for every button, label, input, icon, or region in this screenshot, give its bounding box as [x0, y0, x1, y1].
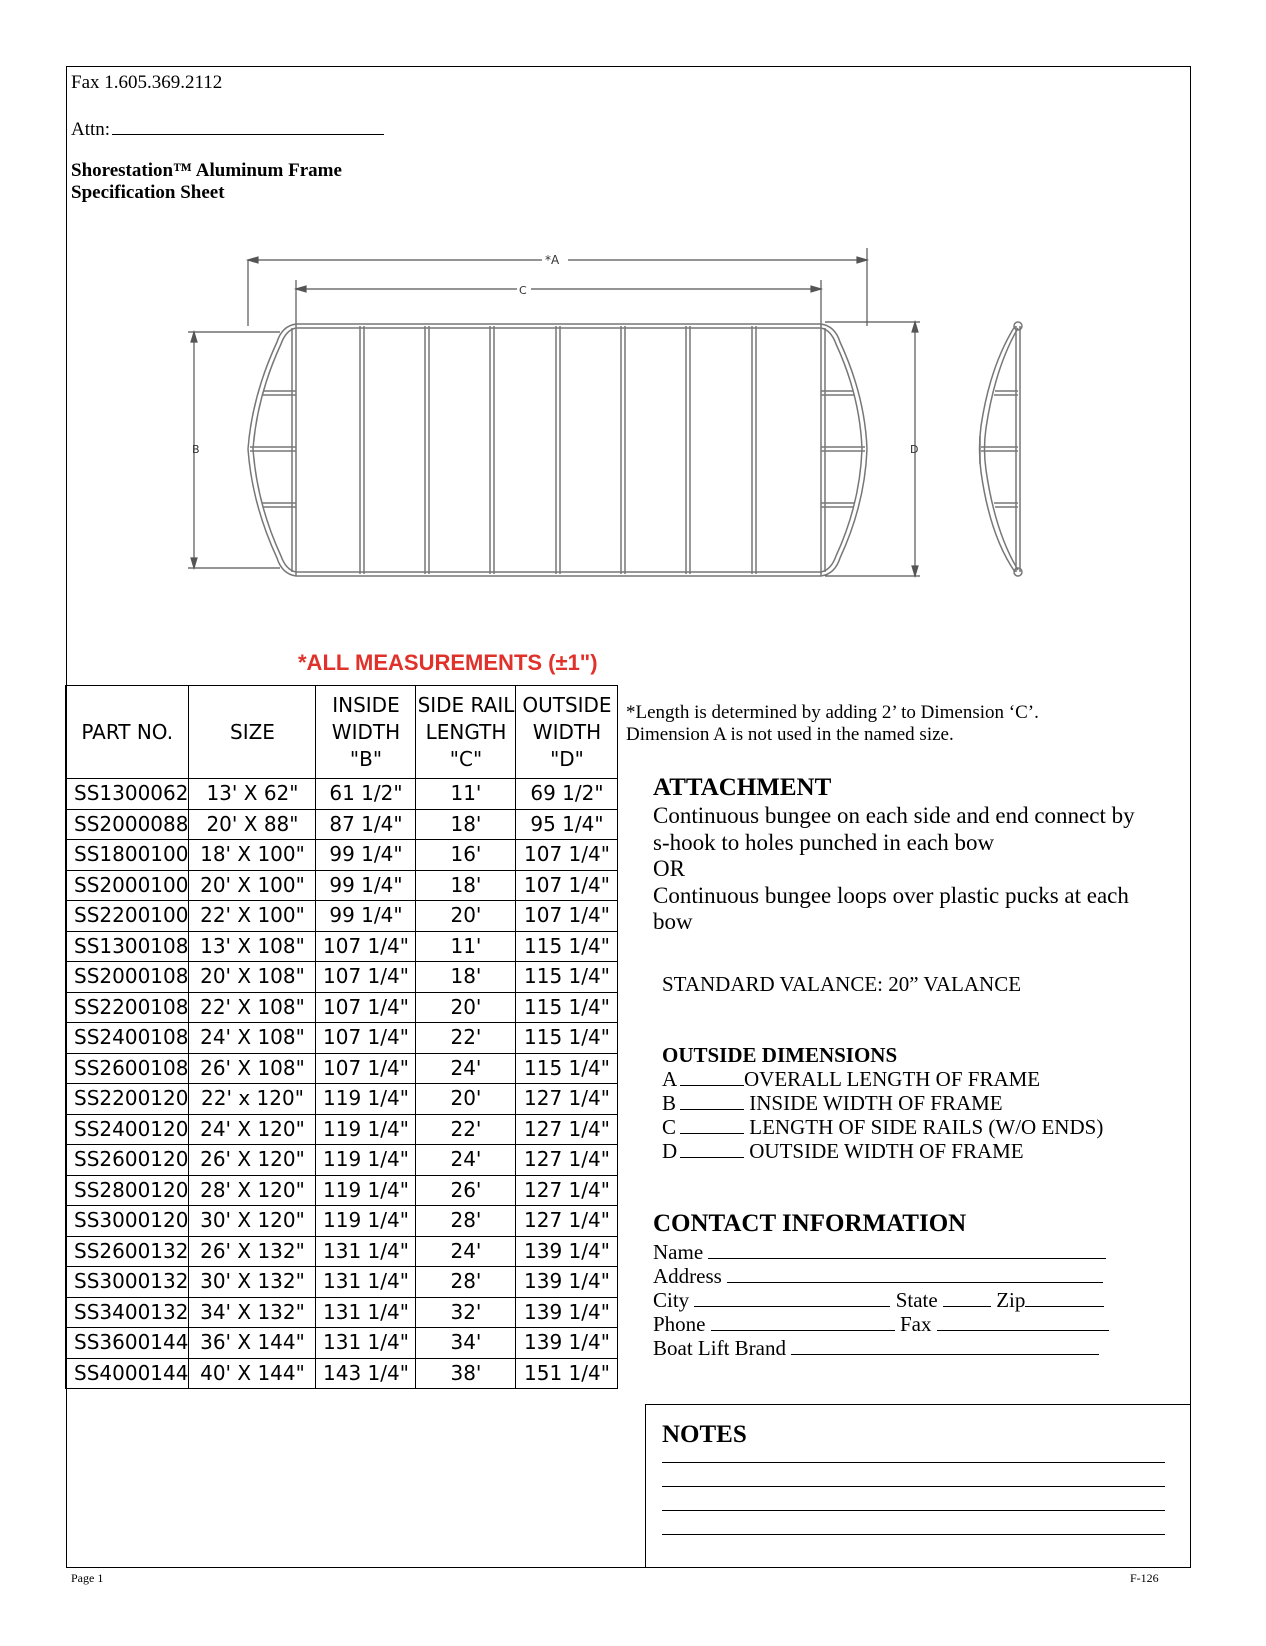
table-row: [66, 809, 618, 840]
attn-label: Attn:: [71, 119, 111, 140]
table-cell: SS1300062: [66, 779, 189, 810]
table-cell: 36' X 144": [189, 1328, 316, 1359]
notes-line: [662, 1534, 1165, 1535]
table-cell: 107 1/4": [516, 901, 618, 932]
page-number: Page 1: [71, 1571, 104, 1585]
notes-line: [662, 1486, 1165, 1487]
table-cell: 107 1/4": [316, 1023, 416, 1054]
name-field[interactable]: [708, 1240, 1106, 1259]
table-cell: 26' X 108": [189, 1053, 316, 1084]
table-cell: 69 1/2": [516, 779, 618, 810]
table-cell: 22' X 108": [189, 992, 316, 1023]
table-cell: 115 1/4": [516, 1053, 618, 1084]
table-cell: SS3400132: [66, 1297, 189, 1328]
attachment-line-3: OR: [653, 856, 685, 881]
table-cell: 107 1/4": [316, 1053, 416, 1084]
table-row: [66, 870, 618, 901]
table-cell: 32': [416, 1297, 516, 1328]
table-cell: SS1300108: [66, 931, 189, 962]
table-row: [66, 1206, 618, 1237]
table-cell: 115 1/4": [516, 1023, 618, 1054]
table-cell: 119 1/4": [316, 1175, 416, 1206]
table-cell: SS2000108: [66, 962, 189, 993]
table-cell: 13' X 62": [189, 779, 316, 810]
table-cell: SS2600120: [66, 1145, 189, 1176]
column-header: OUTSIDE WIDTH "D": [516, 686, 618, 779]
zip-field[interactable]: [1025, 1288, 1104, 1307]
table-cell: 11': [416, 779, 516, 810]
dimension-row-c: C LENGTH OF SIDE RAILS (W/O ENDS): [662, 1115, 1104, 1139]
table-cell: 107 1/4": [316, 992, 416, 1023]
column-header: INSIDE WIDTH "B": [316, 686, 416, 779]
measurements-note: *ALL MEASUREMENTS (±1"): [298, 650, 598, 675]
table-cell: SS2400120: [66, 1114, 189, 1145]
table-cell: 26': [416, 1175, 516, 1206]
table-cell: 13' X 108": [189, 931, 316, 962]
table-cell: SS1800100: [66, 840, 189, 871]
contact-brand-row: Boat Lift Brand: [653, 1336, 1099, 1361]
attachment-text: [653, 803, 1183, 936]
dim-b-label: B: [192, 443, 200, 456]
table-cell: 11': [416, 931, 516, 962]
frame-end-view: [980, 322, 1023, 576]
table-cell: 18': [416, 809, 516, 840]
table-cell: SS2400108: [66, 1023, 189, 1054]
table-row: [66, 1297, 618, 1328]
table-cell: 24': [416, 1053, 516, 1084]
attn-blank[interactable]: [112, 116, 384, 135]
fax-field[interactable]: [937, 1312, 1109, 1331]
table-row: [66, 779, 618, 810]
dimension-b-blank[interactable]: [680, 1091, 744, 1110]
table-cell: SS3000132: [66, 1267, 189, 1298]
table-row: [66, 1236, 618, 1267]
table-cell: 99 1/4": [316, 870, 416, 901]
table-cell: 20': [416, 901, 516, 932]
table-cell: 16': [416, 840, 516, 871]
column-header: PART NO.: [66, 686, 189, 779]
table-row: [66, 962, 618, 993]
table-cell: 143 1/4": [316, 1358, 416, 1389]
table-row: [66, 992, 618, 1023]
table-cell: SS3600144: [66, 1328, 189, 1359]
notes-line: [662, 1510, 1165, 1511]
table-cell: 107 1/4": [316, 931, 416, 962]
dimension-lines: [188, 248, 920, 576]
table-cell: 119 1/4": [316, 1145, 416, 1176]
table-cell: 34': [416, 1328, 516, 1359]
table-row: [66, 1175, 618, 1206]
table-cell: 24' X 108": [189, 1023, 316, 1054]
dim-d-label: D: [910, 443, 919, 456]
notes-line: [662, 1462, 1165, 1463]
frame-top-view: [248, 324, 867, 576]
form-number: F-126: [1130, 1571, 1159, 1585]
dimension-row-b: B INSIDE WIDTH OF FRAME: [662, 1091, 1003, 1115]
address-field[interactable]: [727, 1264, 1103, 1283]
table-cell: 24' X 120": [189, 1114, 316, 1145]
table-cell: SS2200100: [66, 901, 189, 932]
column-header: SIDE RAIL LENGTH "C": [416, 686, 516, 779]
contact-address-row: Address: [653, 1264, 1103, 1289]
table-cell: 131 1/4": [316, 1236, 416, 1267]
table-cell: SS2600108: [66, 1053, 189, 1084]
table-cell: SS3000120: [66, 1206, 189, 1237]
table-cell: 26' X 132": [189, 1236, 316, 1267]
table-cell: 107 1/4": [516, 840, 618, 871]
table-cell: 131 1/4": [316, 1267, 416, 1298]
table-cell: 24': [416, 1145, 516, 1176]
dim-a-label: *A: [545, 253, 560, 267]
attachment-line-2: s-hook to holes punched in each bow: [653, 829, 995, 855]
fax-number: Fax 1.605.369.2112: [71, 72, 223, 93]
dimension-a-blank[interactable]: [680, 1067, 744, 1086]
valance-spec: STANDARD VALANCE: 20” VALANCE: [662, 972, 1022, 996]
attachment-line-5: bow: [653, 909, 693, 934]
table-cell: SS2600132: [66, 1236, 189, 1267]
table-row: [66, 1267, 618, 1298]
contact-name-row: Name: [653, 1240, 1106, 1265]
table-cell: 38': [416, 1358, 516, 1389]
table-cell: 127 1/4": [516, 1084, 618, 1115]
table-cell: 107 1/4": [516, 870, 618, 901]
table-cell: 127 1/4": [516, 1206, 618, 1237]
spec-table: [65, 685, 618, 1389]
table-cell: SS2200108: [66, 992, 189, 1023]
table-cell: 24': [416, 1236, 516, 1267]
table-cell: 131 1/4": [316, 1297, 416, 1328]
table-cell: 139 1/4": [516, 1267, 618, 1298]
table-cell: 18': [416, 870, 516, 901]
table-cell: 18': [416, 962, 516, 993]
dimension-row-a: A OVERALL LENGTH OF FRAME: [662, 1067, 1041, 1091]
table-cell: 115 1/4": [516, 931, 618, 962]
table-cell: 28' X 120": [189, 1175, 316, 1206]
length-note-line-2: Dimension A is not used in the named size.: [626, 724, 954, 745]
table-cell: 20' X 100": [189, 870, 316, 901]
title-line-1: Shorestation™ Aluminum Frame: [71, 160, 342, 181]
contact-phone-row: Phone Fax: [653, 1312, 1109, 1337]
table-row: [66, 1328, 618, 1359]
attn-field: [71, 116, 384, 141]
table-row: [66, 931, 618, 962]
table-cell: SS2200120: [66, 1084, 189, 1115]
table-cell: 28': [416, 1206, 516, 1237]
table-row: [66, 1084, 618, 1115]
city-field[interactable]: [694, 1288, 890, 1307]
table-cell: 34' X 132": [189, 1297, 316, 1328]
table-cell: SS2800120: [66, 1175, 189, 1206]
table-cell: 28': [416, 1267, 516, 1298]
table-cell: 20': [416, 992, 516, 1023]
table-cell: 61 1/2": [316, 779, 416, 810]
attachment-heading: ATTACHMENT: [653, 774, 832, 801]
table-cell: 115 1/4": [516, 992, 618, 1023]
table-header-row: [66, 686, 618, 779]
boat-lift-brand-field[interactable]: [791, 1336, 1099, 1355]
dimension-row-d: D OUTSIDE WIDTH OF FRAME: [662, 1139, 1024, 1163]
table-cell: 119 1/4": [316, 1114, 416, 1145]
table-row: [66, 1114, 618, 1145]
table-cell: 119 1/4": [316, 1206, 416, 1237]
title-line-2: Specification Sheet: [71, 182, 225, 203]
table-row: [66, 1145, 618, 1176]
table-cell: 151 1/4": [516, 1358, 618, 1389]
table-cell: 22': [416, 1114, 516, 1145]
state-field[interactable]: [943, 1288, 991, 1307]
table-row: [66, 901, 618, 932]
table-cell: 99 1/4": [316, 840, 416, 871]
table-cell: 139 1/4": [516, 1297, 618, 1328]
table-cell: 127 1/4": [516, 1145, 618, 1176]
contact-city-row: City State Zip: [653, 1288, 1104, 1313]
table-cell: 22': [416, 1023, 516, 1054]
phone-field[interactable]: [711, 1312, 895, 1331]
table-cell: SS4000144: [66, 1358, 189, 1389]
dimension-c-blank[interactable]: [680, 1115, 744, 1134]
table-cell: 20' X 88": [189, 809, 316, 840]
table-cell: 87 1/4": [316, 809, 416, 840]
table-cell: 22' X 100": [189, 901, 316, 932]
table-cell: 131 1/4": [316, 1328, 416, 1359]
length-note: [626, 702, 1039, 746]
frame-diagram: [180, 246, 1060, 598]
attachment-line-4: Continuous bungee loops over plastic pucks at each: [653, 882, 1129, 908]
table-cell: 95 1/4": [516, 809, 618, 840]
table-cell: SS2000088: [66, 809, 189, 840]
table-cell: 115 1/4": [516, 962, 618, 993]
attachment-line-1: Continuous bungee on each side and end connect by: [653, 803, 1135, 828]
table-cell: 127 1/4": [516, 1114, 618, 1145]
column-header: SIZE: [189, 686, 316, 779]
table-row: [66, 1023, 618, 1054]
table-row: [66, 840, 618, 871]
length-note-line-1: *Length is determined by adding 2’ to Dimension ‘C’.: [626, 702, 1039, 723]
dim-c-label: C: [519, 284, 527, 297]
table-row: [66, 1358, 618, 1389]
table-cell: 127 1/4": [516, 1175, 618, 1206]
outside-dimensions-heading: OUTSIDE DIMENSIONS: [662, 1043, 898, 1067]
table-cell: 99 1/4": [316, 901, 416, 932]
table-cell: 18' X 100": [189, 840, 316, 871]
table-cell: 20' X 108": [189, 962, 316, 993]
table-cell: 30' X 120": [189, 1206, 316, 1237]
table-cell: 119 1/4": [316, 1084, 416, 1115]
notes-heading: NOTES: [662, 1421, 747, 1448]
table-cell: 40' X 144": [189, 1358, 316, 1389]
table-cell: 22' x 120": [189, 1084, 316, 1115]
dimension-d-blank[interactable]: [680, 1139, 744, 1158]
table-cell: SS2000100: [66, 870, 189, 901]
table-cell: 107 1/4": [316, 962, 416, 993]
table-row: [66, 1053, 618, 1084]
table-cell: 20': [416, 1084, 516, 1115]
contact-heading: CONTACT INFORMATION: [653, 1210, 967, 1237]
table-cell: 139 1/4": [516, 1236, 618, 1267]
table-cell: 30' X 132": [189, 1267, 316, 1298]
document-title: [71, 160, 342, 204]
table-cell: 139 1/4": [516, 1328, 618, 1359]
table-cell: 26' X 120": [189, 1145, 316, 1176]
